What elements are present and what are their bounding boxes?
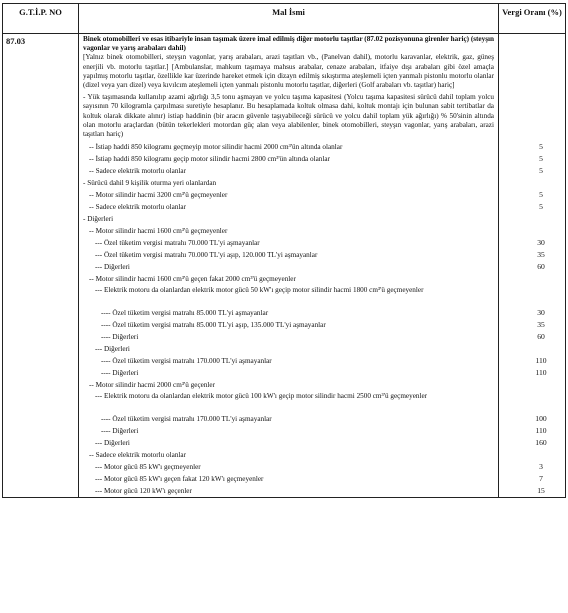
item-row-text: ---- Diğerleri bbox=[101, 427, 139, 436]
item-row-rate: 100 bbox=[535, 414, 547, 423]
item-row-text: ---- Özel tüketim vergisi matrahı 170.000 TL'yi aşmayanlar bbox=[101, 357, 272, 366]
heading-block bbox=[79, 34, 498, 92]
heading-code: 87.03 bbox=[3, 34, 79, 498]
item-row-text: --- Motor gücü 85 kW'ı geçmeyenler bbox=[95, 463, 201, 472]
item-row-rate: 110 bbox=[535, 368, 547, 377]
item-row-rate: 110 bbox=[535, 356, 547, 365]
item-row-text: -- İstiap haddi 850 kilogramı geçip motor silindir hacmi 2800 cm³'ün altında olanlar bbox=[89, 155, 330, 164]
rate-lines bbox=[499, 141, 565, 497]
item-row-text: ---- Özel tüketim vergisi matrahı 170.000 TL'yi aşmayanlar bbox=[101, 415, 272, 424]
code-column-header: G.T.İ.P. NO bbox=[3, 4, 79, 34]
item-row-rate: 110 bbox=[535, 426, 547, 435]
item-row-text: --- Özel tüketim vergisi matrahı 70.000 TL'yi aşmayanlar bbox=[95, 239, 260, 248]
description-cell bbox=[79, 34, 499, 498]
item-row-rate: 7 bbox=[539, 474, 543, 483]
item-row-rate: 30 bbox=[537, 238, 545, 247]
item-row-text: ---- Diğerleri bbox=[101, 333, 139, 342]
item-row-rate bbox=[499, 285, 565, 307]
rate-cell bbox=[499, 34, 566, 498]
heading-note: [Yalnız binek otomobilleri, steyşın vagonlar, yarış arabaları, arazi taşıtları vb., (Panelvan dahil), motorlu karavanlar, elektrik, gaz, güneş enerjili vb. motorlu taşıtlar.] [Ambulanslar, mahkum taşımaya mahsus arabalar, cenaze arabaları, itfaiye dışı arabaları gibi özel amaçla yapılmış motorlu taşıtlar, özellikle kar üzerinde hareket etmek için dizayn edilmiş sıkıştırma ateşlemeli içten yanmalı pistonlu motorlu olanlar (dizel veya yarı dizel) veya kıvılcım ateşlemeli içten yanmalı pistonlu motorlu taşıtlar, diğerleri (Golf arabaları vb. taşıtlar) hariç] bbox=[83, 53, 494, 90]
item-row-rate: 160 bbox=[535, 438, 547, 447]
rate-spacer bbox=[499, 34, 565, 141]
item-row-text: ---- Özel tüketim vergisi matrahı 85.000 TL'yi aşmayanlar bbox=[101, 309, 269, 318]
item-row-rate: 5 bbox=[539, 166, 543, 175]
item-row-text: ---- Diğerleri bbox=[101, 369, 139, 378]
item-row-text: -- Sadece elektrik motorlu olanlar bbox=[89, 167, 186, 176]
item-row-text: -- Motor silindir hacmi 2000 cm³'ü geçenler bbox=[89, 381, 216, 390]
item-row-rate: 30 bbox=[537, 308, 545, 317]
item-row-rate: 5 bbox=[539, 142, 543, 151]
header-row bbox=[3, 4, 566, 34]
paragraph-light-commercial: - Yük taşımasında kullanılıp azami ağırlığı 3,5 tonu aşmayan ve yolcu taşıma kapasitesi (Yolcu taşıma kapasitesi sürücü dahil toplam yolcu sayısının 70 kilogramla çarpılması suretiyle hesaplanır. Bu hesaplamada koltuk olmasa dahi, koltuk montajı için bulunan sabit tertibatlar da koltuk olarak dikkate alınır) istiap haddinin (bir aracın güvenle taşıyabileceği sürücü ve yolcu dahil toplam yük ağırlığı) % 50'sinin altında olan motorlu araçlardan (bütün tekerlekleri motordan güç alan veya alabilenler, binek otomobilleri, steyşın vagonlar, yarış arabaları, arazi taşıtları hariç) bbox=[83, 93, 494, 139]
item-row-rate bbox=[499, 379, 565, 391]
item-row-rate: 35 bbox=[537, 250, 545, 259]
description-lines bbox=[79, 141, 498, 497]
item-row-rate bbox=[499, 177, 565, 189]
rate-column-header: Vergi Oranı (%) bbox=[499, 4, 566, 34]
tariff-sheet bbox=[2, 3, 566, 610]
tariff-table bbox=[2, 3, 566, 498]
item-row-text: --- Motor gücü 120 kW'ı geçenler bbox=[95, 487, 192, 496]
item-row-text: -- İstiap haddi 850 kilogramı geçmeyip motor silindir hacmi 2000 cm³'ün altında olanlar bbox=[89, 143, 343, 152]
item-row-rate: 5 bbox=[539, 154, 543, 163]
item-row-rate: 60 bbox=[537, 262, 545, 271]
item-row-rate bbox=[499, 273, 565, 285]
item-row-text: -- Motor silindir hacmi 3200 cm³'ü geçmeyenler bbox=[89, 191, 228, 200]
item-row-rate: 3 bbox=[539, 462, 543, 471]
item-row-rate: 5 bbox=[539, 202, 543, 211]
item-row-text: --- Diğerleri bbox=[95, 345, 130, 354]
heading-title: Binek otomobilleri ve esas itibariyle insan taşımak üzere imal edilmiş diğer motorlu taşıtlar (87.02 pozisyonuna girenler hariç) (steyşın vagonlar ve yarış arabaları dahil) bbox=[83, 35, 495, 53]
item-row-text: - Sürücü dahil 9 kişilik oturma yeri olanlardan bbox=[83, 179, 217, 188]
item-row-text: --- Diğerleri bbox=[95, 263, 130, 272]
item-row-text: --- Elektrik motoru da olanlardan elektrik motor gücü 50 kW'ı geçip motor silindir hacmi 1800 cm³'ü geçmeyenler bbox=[95, 286, 424, 295]
item-row-rate: 35 bbox=[537, 320, 545, 329]
item-row-rate bbox=[499, 225, 565, 237]
heading-row bbox=[3, 34, 566, 498]
item-row-rate bbox=[499, 391, 565, 413]
item-row-text: --- Diğerleri bbox=[95, 439, 130, 448]
item-row-rate: 60 bbox=[537, 332, 545, 341]
item-row-rate bbox=[499, 449, 565, 461]
item-row-text: --- Motor gücü 85 kW'ı geçen fakat 120 kW'ı geçmeyenler bbox=[95, 475, 264, 484]
item-row-text: - Diğerleri bbox=[83, 215, 114, 224]
item-row-rate bbox=[499, 343, 565, 355]
item-row-text: -- Sadece elektrik motorlu olanlar bbox=[89, 203, 186, 212]
item-row-rate: 5 bbox=[539, 190, 543, 199]
item-row-text: --- Elektrik motoru da olanlardan elektrik motor gücü 100 kW'ı geçip motor silindir hacmi 2500 cm³'ü geçmeyenler bbox=[95, 392, 428, 401]
item-row-rate: 15 bbox=[537, 486, 545, 495]
item-row-text: -- Motor silindir hacmi 1600 cm³'ü geçmeyenler bbox=[89, 227, 228, 236]
name-column-header: Mal İsmi bbox=[79, 4, 499, 34]
item-row-text: -- Motor silindir hacmi 1600 cm³'ü geçen fakat 2000 cm³'ü geçmeyenler bbox=[89, 275, 296, 284]
item-row-text: -- Sadece elektrik motorlu olanlar bbox=[89, 451, 186, 460]
item-row-text: ---- Özel tüketim vergisi matrahı 85.000 TL'yi aşıp, 135.000 TL'yi aşmayanlar bbox=[101, 321, 326, 330]
item-row-rate bbox=[499, 213, 565, 225]
item-row-text: --- Özel tüketim vergisi matrahı 70.000 TL'yi aşıp, 120.000 TL'yi aşmayanlar bbox=[95, 251, 318, 260]
